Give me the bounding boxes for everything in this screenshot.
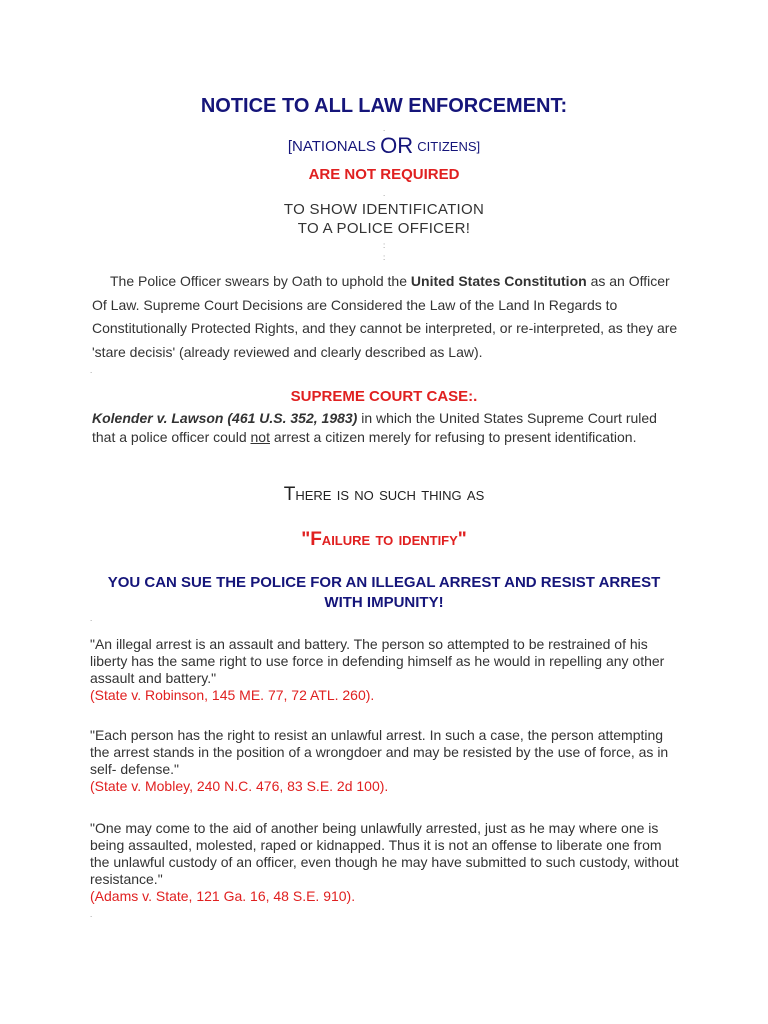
constitution-bold: United States Constitution — [410, 273, 587, 289]
supreme-court-case-heading: SUPREME COURT CASE:. — [290, 388, 478, 405]
oath-text-part-1: The Police Officer swears by Oath to uphold the — [110, 273, 408, 289]
subtitle — [0, 133, 768, 159]
quote-block — [90, 820, 680, 905]
page-title: NOTICE TO ALL LAW ENFORCEMENT: — [200, 95, 568, 117]
quote-text: "Each person has the right to resist an unlawful arrest. In such a case, the person attempting the arrest stands in the position of a wrongdoer and may be resisted by the use of force, as in self- defense." — [90, 727, 669, 777]
show-id-line-2: TO A POLICE OFFICER! — [297, 220, 471, 237]
oath-text-part-2: as an Officer Of Law. Supreme Court Decisions are Considered the Law of the Land In Regards to Constitutionally Protected Rights, and they cannot be interpreted, or re-interpreted, as they are 'stare decisis' (already reviewed and clearly described as Law). — [92, 273, 678, 360]
quote-citation: (State v. Robinson, 145 ME. 77, 72 ATL. 260). — [90, 687, 375, 703]
case-text-part-2: arrest a citizen merely for refusing to present identification. — [273, 429, 637, 445]
quote-text: "An illegal arrest is an assault and battery. The person so attempted to be restrained of his liberty has the same right to use force in defending himself as he would in repelling any other assault and battery." — [90, 636, 665, 686]
separator-dot: . — [90, 614, 93, 623]
separator-dot: . — [383, 124, 386, 133]
no-such-thing-heading: There is no such thing as — [283, 484, 485, 505]
separator-dot: . — [90, 366, 93, 375]
quote-block — [90, 636, 680, 704]
kolender-paragraph — [92, 409, 682, 447]
sue-police-heading: YOU CAN SUE THE POLICE FOR AN ILLEGAL ARREST AND RESIST ARREST WITH IMPUNITY! — [107, 574, 661, 611]
case-text-part-1: in which the United States Supreme Court ruled that a police officer could — [92, 410, 657, 445]
show-id-line-1: TO SHOW IDENTIFICATION — [283, 201, 485, 218]
case-text-underlined: not — [250, 429, 270, 445]
quote-text: "One may come to the aid of another being unlawfully arrested, just as he may where one is being assaulted, molested, raped or kidnapped. Thus it is not an offense to liberate one from the unlawful custody of an officer, even though he may have submitted to such custody, without resistance." — [90, 820, 679, 887]
quote-citation: (Adams v. State, 121 Ga. 16, 48 S.E. 910). — [90, 888, 356, 904]
separator-dot: : — [383, 241, 386, 250]
case-name: Kolender v. Lawson (461 U.S. 352, 1983) — [92, 410, 358, 426]
subtitle-or: OR — [380, 133, 414, 158]
not-required-heading: ARE NOT REQUIRED — [308, 166, 460, 183]
subtitle-open: [NATIONALS — [287, 138, 376, 155]
separator-dot: . — [90, 910, 93, 919]
quote-block — [90, 727, 680, 795]
oath-paragraph — [92, 270, 682, 364]
separator-dot: . — [383, 189, 386, 198]
separator-dot: : — [383, 253, 386, 262]
subtitle-close: CITIZENS] — [417, 139, 481, 154]
failure-to-identify-heading: "Failure to identify" — [301, 529, 467, 550]
show-identification-text — [0, 200, 768, 238]
quote-citation: (State v. Mobley, 240 N.C. 476, 83 S.E. 2d 100). — [90, 778, 389, 794]
